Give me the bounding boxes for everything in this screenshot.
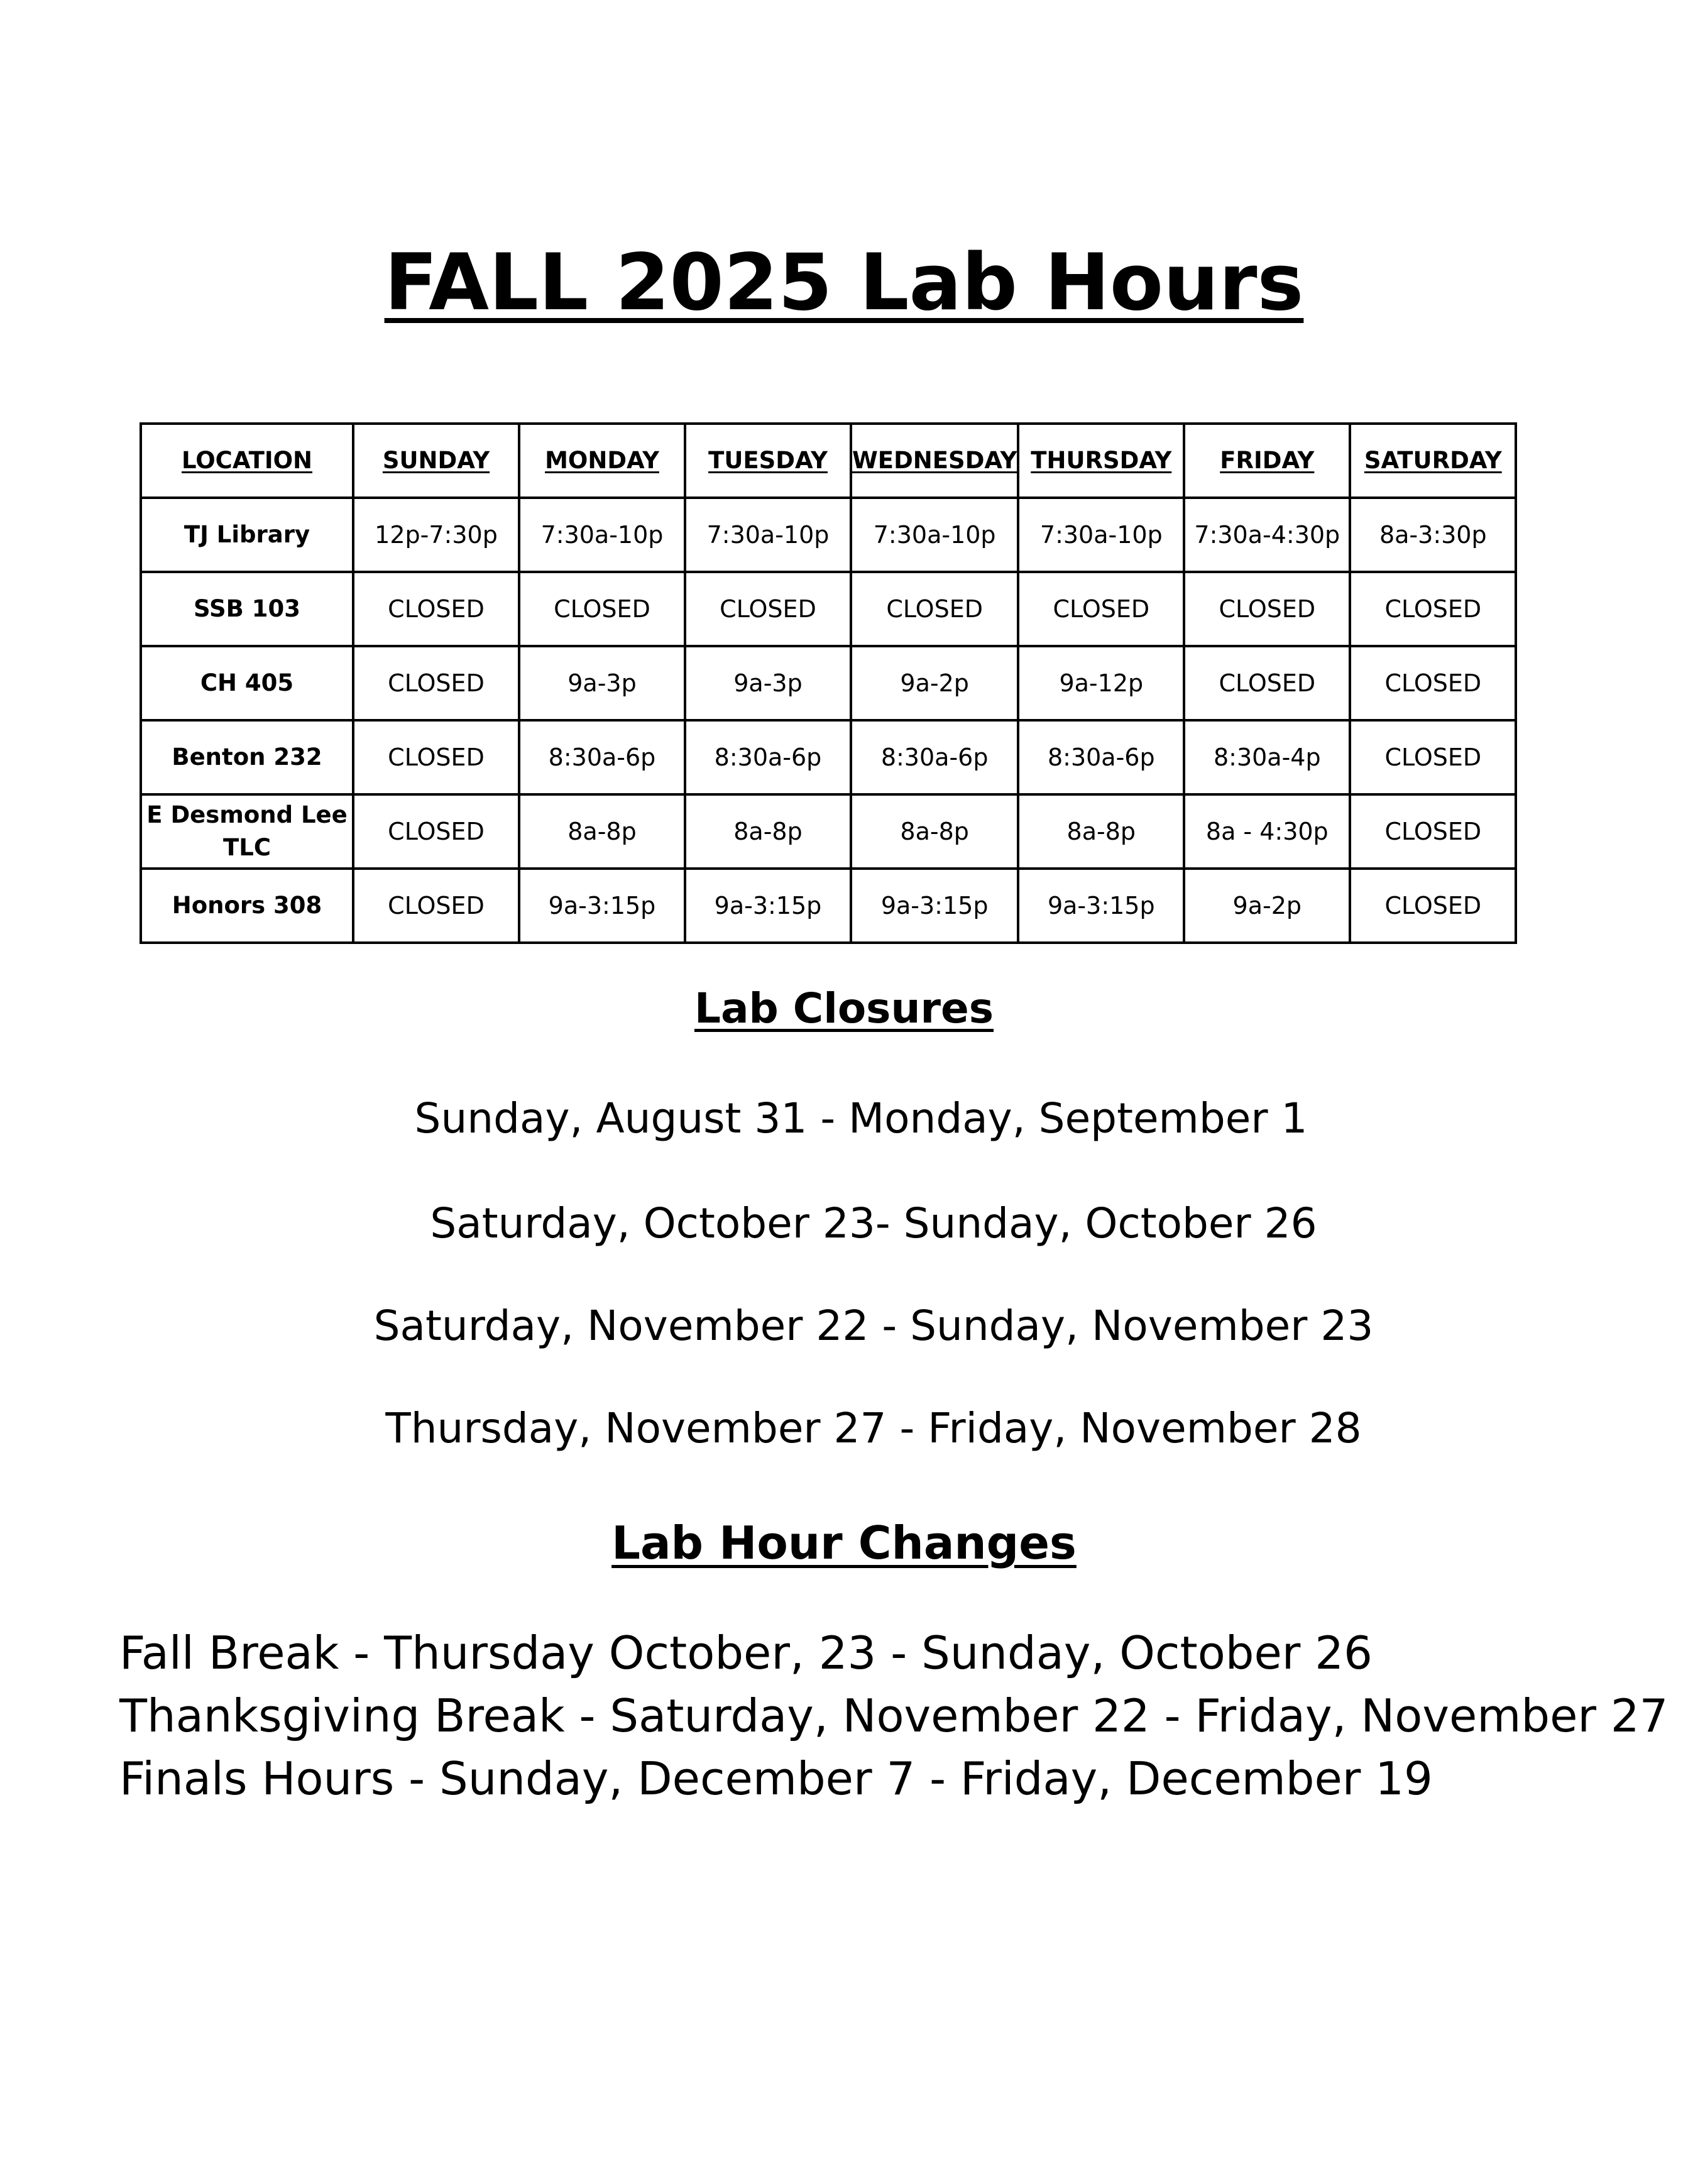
hours-cell: 8:30a-6p xyxy=(685,720,851,794)
hours-cell: 7:30a-4:30p xyxy=(1184,498,1350,572)
changes-list xyxy=(119,1622,1669,1810)
column-header-wednesday: WEDNESDAY xyxy=(851,424,1018,498)
location-cell: TJ Library xyxy=(141,498,353,572)
closures-heading-text: Lab Closures xyxy=(694,984,994,1033)
hours-cell: 9a-2p xyxy=(851,646,1018,720)
table-row xyxy=(141,646,1516,720)
hours-cell: CLOSED xyxy=(353,720,519,794)
hours-cell: 8:30a-6p xyxy=(519,720,685,794)
hours-cell: CLOSED xyxy=(519,572,685,646)
location-cell: CH 405 xyxy=(141,646,353,720)
hours-cell: 9a-3p xyxy=(685,646,851,720)
location-cell: SSB 103 xyxy=(141,572,353,646)
table-header-row xyxy=(141,424,1516,498)
hours-cell: 9a-12p xyxy=(1018,646,1184,720)
closure-item: Saturday, November 22 - Sunday, November 23 xyxy=(373,1302,1374,1350)
closure-item: Saturday, October 23- Sunday, October 26 xyxy=(430,1199,1317,1248)
hours-cell: 8a-3:30p xyxy=(1350,498,1516,572)
hours-cell: 7:30a-10p xyxy=(851,498,1018,572)
closure-item: Sunday, August 31 - Monday, September 1 xyxy=(414,1094,1308,1143)
hours-cell: 9a-3p xyxy=(519,646,685,720)
location-cell: Benton 232 xyxy=(141,720,353,794)
hours-cell: CLOSED xyxy=(1350,869,1516,943)
hours-cell: CLOSED xyxy=(1350,646,1516,720)
hours-cell: 8a-8p xyxy=(851,794,1018,869)
table-row xyxy=(141,794,1516,869)
hours-cell: CLOSED xyxy=(1350,720,1516,794)
hours-cell: CLOSED xyxy=(1184,646,1350,720)
hours-cell: 8:30a-6p xyxy=(1018,720,1184,794)
page-title-text: FALL 2025 Lab Hours xyxy=(384,238,1304,328)
hours-cell: CLOSED xyxy=(1350,572,1516,646)
column-header-monday: MONDAY xyxy=(519,424,685,498)
hours-cell: CLOSED xyxy=(851,572,1018,646)
hours-cell: 8a-8p xyxy=(519,794,685,869)
column-header-sunday: SUNDAY xyxy=(353,424,519,498)
hours-cell: CLOSED xyxy=(353,646,519,720)
hours-cell: CLOSED xyxy=(353,869,519,943)
column-header-friday: FRIDAY xyxy=(1184,424,1350,498)
hours-cell: 9a-3:15p xyxy=(519,869,685,943)
table-row xyxy=(141,720,1516,794)
page-title xyxy=(0,239,1688,327)
hours-cell: 9a-3:15p xyxy=(851,869,1018,943)
location-cell: Honors 308 xyxy=(141,869,353,943)
hours-cell: CLOSED xyxy=(1018,572,1184,646)
hours-cell: 8a - 4:30p xyxy=(1184,794,1350,869)
table-row xyxy=(141,572,1516,646)
change-item: Fall Break - Thursday October, 23 - Sunday, October 26 xyxy=(119,1627,1373,1679)
hours-cell: 8a-8p xyxy=(685,794,851,869)
changes-heading xyxy=(0,1512,1688,1574)
closures-heading xyxy=(0,980,1688,1037)
hours-cell: CLOSED xyxy=(1184,572,1350,646)
column-header-saturday: SATURDAY xyxy=(1350,424,1516,498)
hours-cell: CLOSED xyxy=(685,572,851,646)
changes-heading-text: Lab Hour Changes xyxy=(611,1517,1077,1569)
hours-cell: 7:30a-10p xyxy=(685,498,851,572)
lab-hours-table xyxy=(140,422,1517,944)
hours-cell: 7:30a-10p xyxy=(1018,498,1184,572)
location-cell: E Desmond Lee TLC xyxy=(141,794,353,869)
hours-cell: 12p-7:30p xyxy=(353,498,519,572)
column-header-tuesday: TUESDAY xyxy=(685,424,851,498)
hours-cell: 9a-3:15p xyxy=(1018,869,1184,943)
hours-cell: 8a-8p xyxy=(1018,794,1184,869)
table-row xyxy=(141,869,1516,943)
column-header-location: LOCATION xyxy=(141,424,353,498)
hours-cell: CLOSED xyxy=(353,794,519,869)
hours-cell: 9a-2p xyxy=(1184,869,1350,943)
hours-cell: CLOSED xyxy=(353,572,519,646)
table-row xyxy=(141,498,1516,572)
hours-cell: 8:30a-4p xyxy=(1184,720,1350,794)
column-header-thursday: THURSDAY xyxy=(1018,424,1184,498)
hours-cell: 9a-3:15p xyxy=(685,869,851,943)
hours-cell: CLOSED xyxy=(1350,794,1516,869)
hours-cell: 8:30a-6p xyxy=(851,720,1018,794)
change-item: Thanksgiving Break - Saturday, November 22 - Friday, November 27 xyxy=(119,1689,1669,1742)
closure-item: Thursday, November 27 - Friday, November 28 xyxy=(385,1404,1362,1452)
hours-cell: 7:30a-10p xyxy=(519,498,685,572)
change-item: Finals Hours - Sunday, December 7 - Friday, December 19 xyxy=(119,1752,1433,1805)
